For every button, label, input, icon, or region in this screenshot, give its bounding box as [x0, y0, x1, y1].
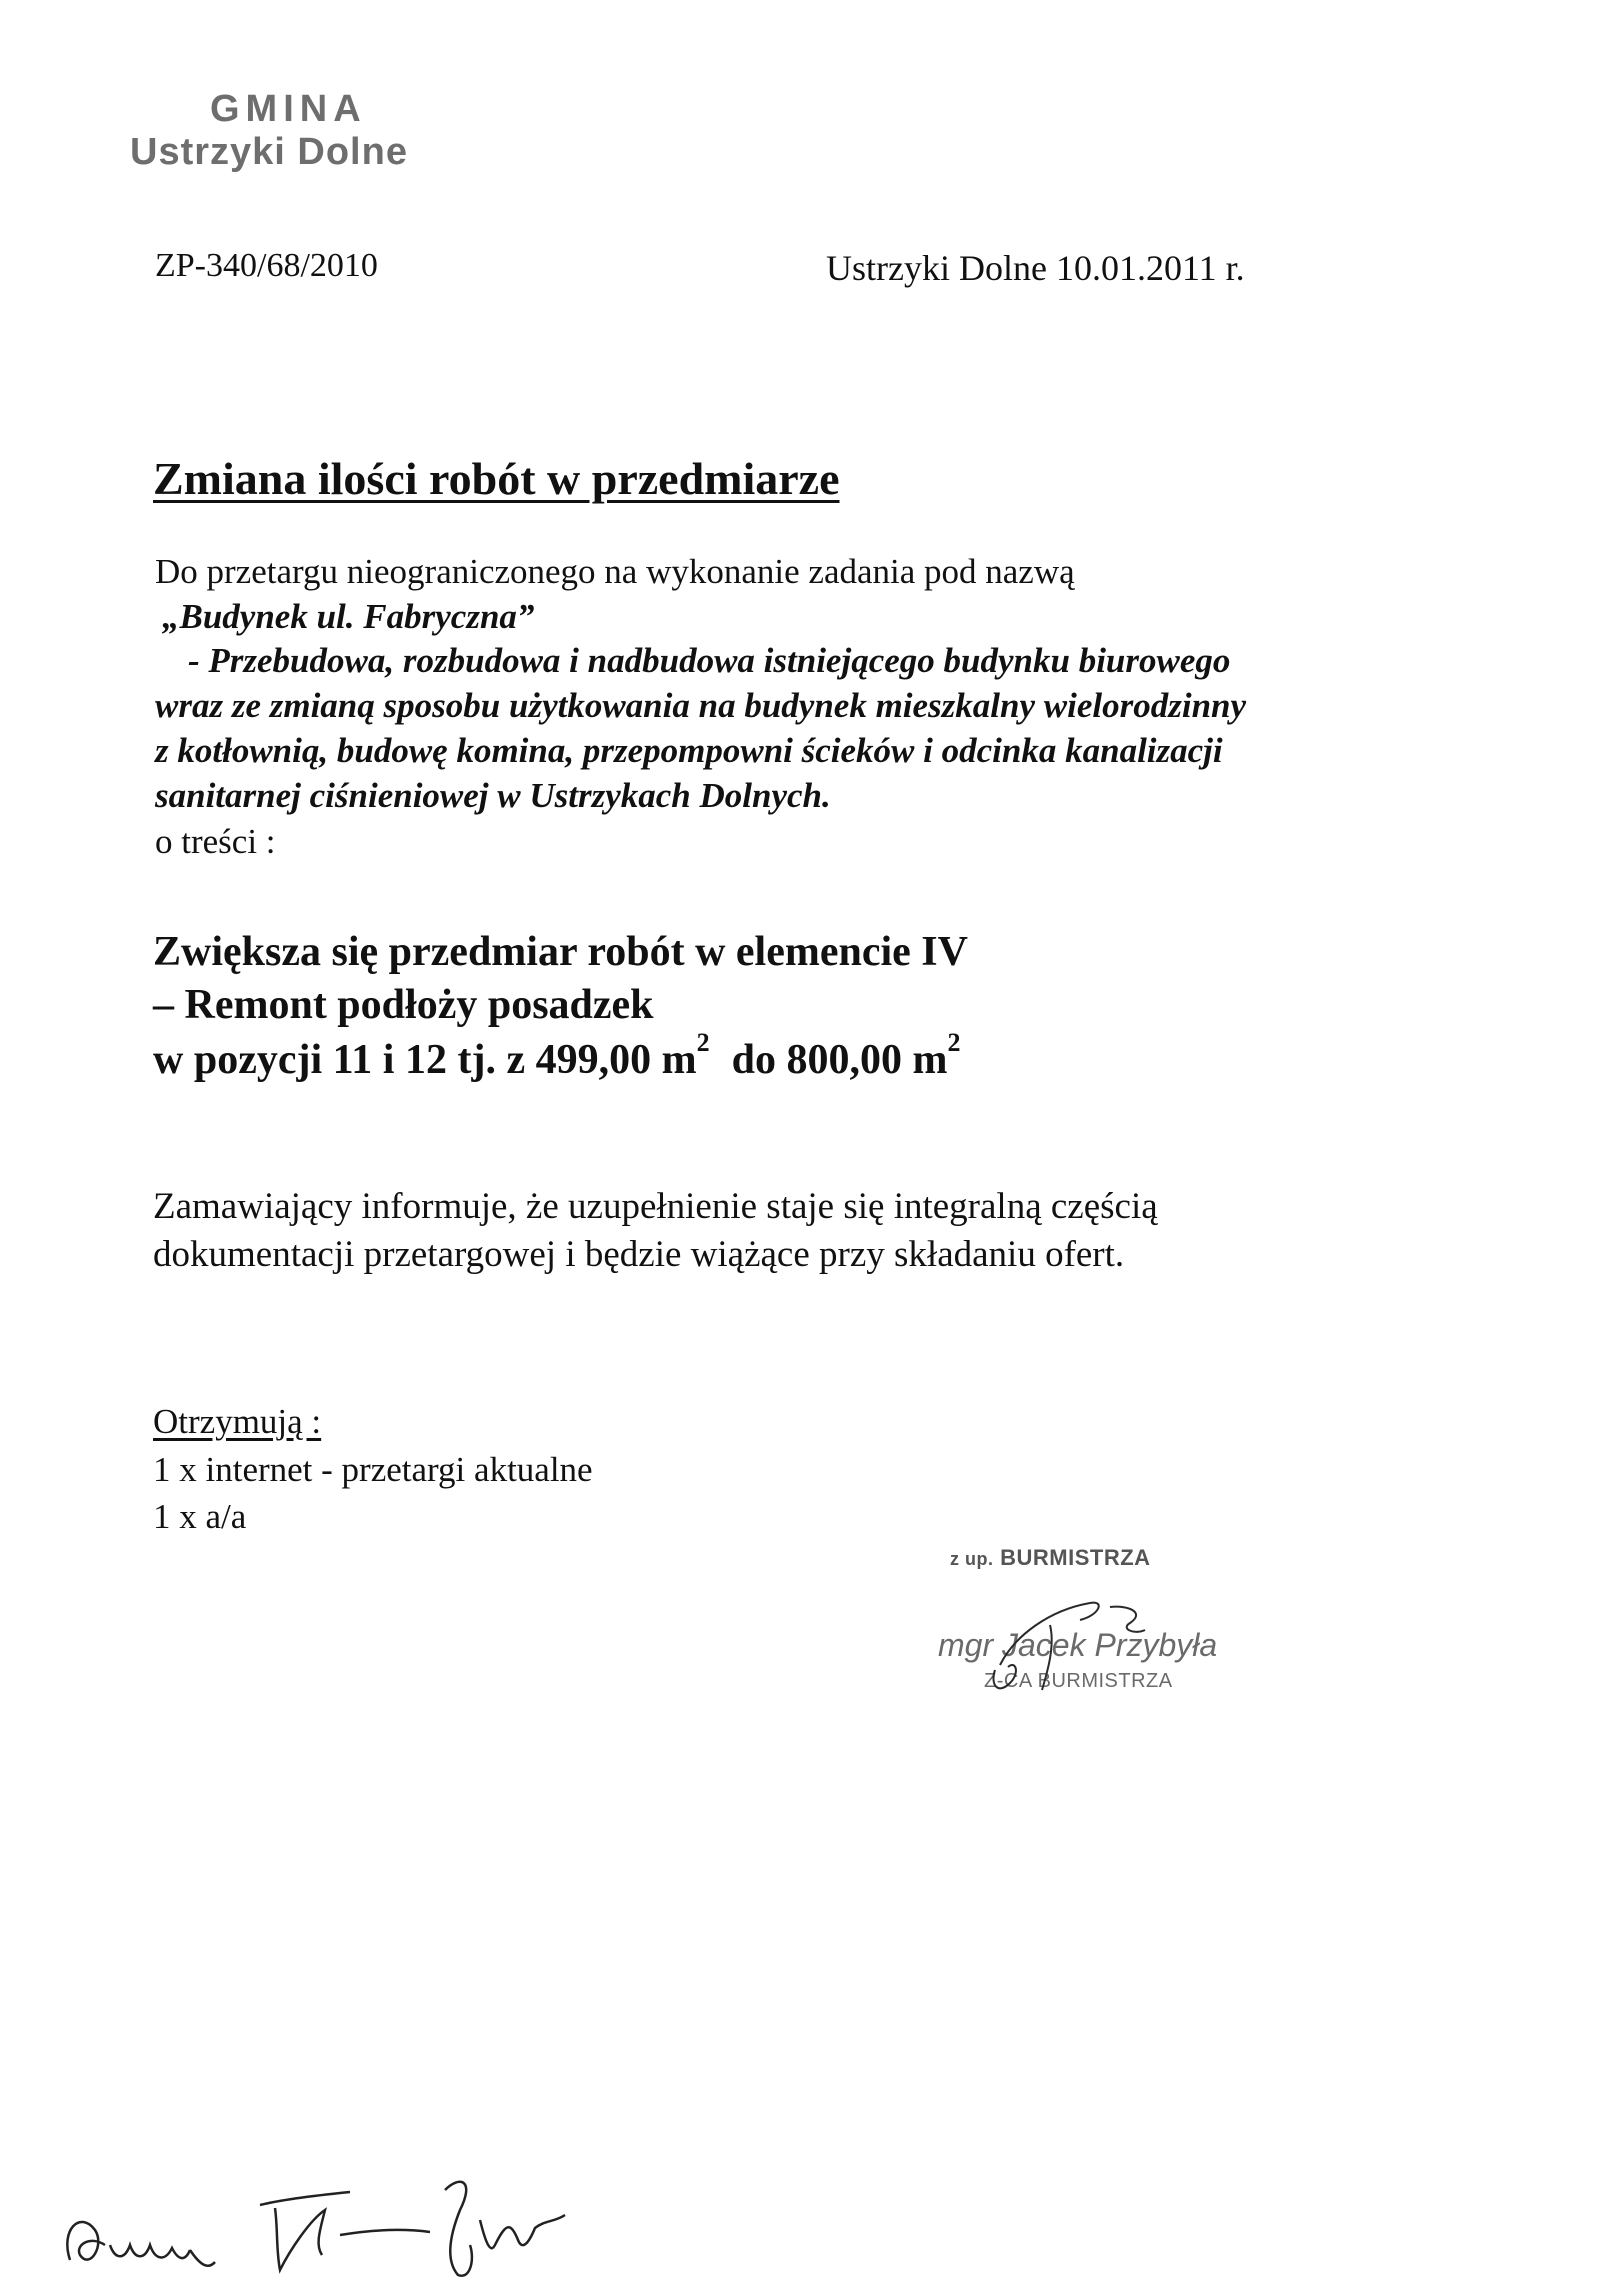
- change-line-2: – Remont podłoży posadzek: [153, 982, 654, 1028]
- description-line: z kotłownią, budowę komina, przepompowni ścieków i odcinka kanalizacji: [155, 731, 1223, 770]
- authority-name: BURMISTRZA: [1000, 1545, 1151, 1570]
- authority-prefix: z up.: [950, 1549, 994, 1569]
- recipient-item: 1 x internet - przetargi aktualne: [153, 1450, 593, 1489]
- signatory-position: Z-CA BURMISTRZA: [984, 1670, 1173, 1692]
- description-line: sanitarnej ciśnieniowej w Ustrzykach Dolnych.: [155, 776, 831, 815]
- superscript-square: 2: [696, 1028, 710, 1057]
- project-name: „Budynek ul. Fabryczna”: [162, 597, 535, 636]
- change-line-3-prefix: w pozycji 11 i 12 tj. z 499,00 m: [153, 1037, 697, 1083]
- content-intro: o treści :: [155, 822, 276, 861]
- change-line-3-target: do 800,00 m: [731, 1037, 948, 1083]
- signatory-name: mgr Jacek Przybyła: [938, 1627, 1218, 1663]
- recipient-item: 1 x a/a: [153, 1497, 247, 1536]
- description-line: - Przebudowa, rozbudowa i nadbudowa istniejącego budynku biurowego: [188, 641, 1231, 680]
- document-title: Zmiana ilości robót w przedmiarze: [153, 453, 840, 504]
- stamp-line-1: GMINA: [210, 88, 367, 130]
- intro-line: Do przetargu nieograniczonego na wykonanie zadania pod nazwą: [155, 552, 1075, 591]
- place-and-date: Ustrzyki Dolne 10.01.2011 r.: [826, 248, 1245, 288]
- note-line-2: dokumentacji przetargowej i będzie wiążące przy składaniu ofert.: [153, 1234, 1125, 1275]
- change-line-1: Zwiększa się przedmiar robót w elemencie IV: [153, 929, 968, 975]
- recipients-label: Otrzymują :: [153, 1402, 322, 1441]
- signature-authority: [950, 1545, 1151, 1571]
- change-line-3: [153, 1028, 961, 1084]
- reference-number: ZP-340/68/2010: [155, 247, 378, 284]
- note-line-1: Zamawiający informuje, że uzupełnienie staje się integralną częścią: [153, 1186, 1158, 1227]
- superscript-square: 2: [947, 1028, 961, 1057]
- handwritten-signature-icon: [930, 1595, 1230, 1705]
- stamp-line-2: Ustrzyki Dolne: [130, 131, 408, 173]
- handwritten-signature-icon: [50, 2150, 610, 2290]
- description-line: wraz ze zmianą sposobu użytkowania na budynek mieszkalny wielorodzinny: [155, 686, 1247, 725]
- municipality-stamp: [130, 88, 408, 174]
